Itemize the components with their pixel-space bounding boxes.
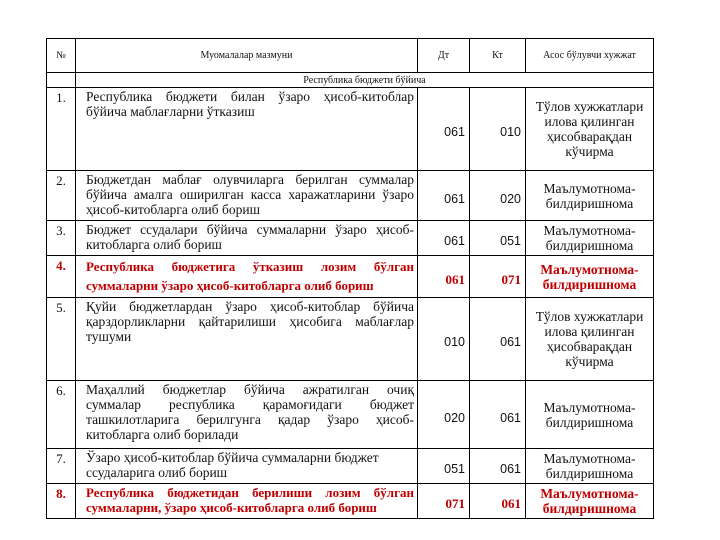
header-debit: Дт — [418, 39, 470, 73]
section-row — [47, 73, 654, 88]
row-doc: Маълумотнома-билдиришнома — [526, 449, 654, 484]
row-debit: 051 — [418, 449, 470, 484]
row-debit: 010 — [418, 298, 470, 381]
row-desc: Бюджет ссудалари бўйича суммаларни ўзаро ҳисоб-китобларга олиб бориш — [76, 221, 418, 256]
header-num: № — [47, 39, 76, 73]
section-title: Республика бюджети бўйича — [76, 73, 654, 88]
table-row-highlighted — [47, 484, 654, 519]
table-row — [47, 298, 654, 381]
row-desc: Республика бюджетидан берилиши лозим бўлган суммаларни, ўзаро ҳисоб-китобларга олиб бориш — [76, 484, 418, 519]
row-num: 4. — [47, 256, 76, 298]
row-doc: Тўлов хужжатлари илова қилинган ҳисобварақдан кўчирма — [526, 88, 654, 171]
row-credit: 061 — [470, 449, 526, 484]
row-credit: 061 — [470, 484, 526, 519]
table-row-highlighted — [47, 256, 654, 298]
row-debit: 061 — [418, 221, 470, 256]
header-content: Муомалалар мазмуни — [76, 39, 418, 73]
row-desc: Республика бюджетига ўтказиш лозим бўлган суммаларни ўзаро ҳисоб-китобларга олиб бориш — [76, 256, 418, 298]
table-row — [47, 449, 654, 484]
row-num: 1. — [47, 88, 76, 171]
row-doc: Маълумотнома-билдиришнома — [526, 221, 654, 256]
header-credit: Кт — [470, 39, 526, 73]
row-doc: Маълумотнома-билдиришнома — [526, 256, 654, 298]
row-desc: Ўзаро ҳисоб-китоблар бўйича суммаларни бюджет ссудаларига олиб бориш — [76, 449, 418, 484]
row-credit: 061 — [470, 298, 526, 381]
row-credit: 071 — [470, 256, 526, 298]
row-doc: Маълумотнома-билдиришнома — [526, 171, 654, 221]
row-debit: 061 — [418, 256, 470, 298]
row-desc: Қуйи бюджетлардан ўзаро ҳисоб-китоблар бўйича қарздорликларни қайтарилиши ҳисобига маблағлар тушуми — [76, 298, 418, 381]
row-num: 6. — [47, 381, 76, 449]
table-row — [47, 221, 654, 256]
row-doc: Тўлов хужжатлари илова қилинган ҳисобварақдан кўчирма — [526, 298, 654, 381]
row-doc: Маълумотнома-билдиришнома — [526, 381, 654, 449]
table-row — [47, 88, 654, 171]
row-doc: Маълумотнома-билдиришнома — [526, 484, 654, 519]
row-debit: 071 — [418, 484, 470, 519]
table-row — [47, 381, 654, 449]
header-row — [47, 39, 654, 73]
row-desc: Маҳаллий бюджетлар бўйича ажратилган очиқ суммалар республика қарамоғидаги бюджет ташкилотларига берилгунга қадар ўзаро ҳисоб-китобларга олиб борилади — [76, 381, 418, 449]
row-desc: Республика бюджети билан ўзаро ҳисоб-китоблар бўйича маблағларни ўтказиш — [76, 88, 418, 171]
row-credit: 010 — [470, 88, 526, 171]
table-row — [47, 171, 654, 221]
transactions-table — [46, 38, 654, 519]
row-debit: 061 — [418, 88, 470, 171]
row-credit: 061 — [470, 381, 526, 449]
row-debit: 061 — [418, 171, 470, 221]
row-credit: 020 — [470, 171, 526, 221]
row-num: 8. — [47, 484, 76, 519]
row-desc: Бюджетдан маблағ олувчиларга берилган суммалар бўйича амалга оширилган касса харажатларини ўзаро ҳисоб-китобларга олиб бориш — [76, 171, 418, 221]
row-num: 5. — [47, 298, 76, 381]
header-basis: Асос бўлувчи хужжат — [526, 39, 654, 73]
row-num: 3. — [47, 221, 76, 256]
row-credit: 051 — [470, 221, 526, 256]
row-debit: 020 — [418, 381, 470, 449]
row-num: 7. — [47, 449, 76, 484]
row-num: 2. — [47, 171, 76, 221]
